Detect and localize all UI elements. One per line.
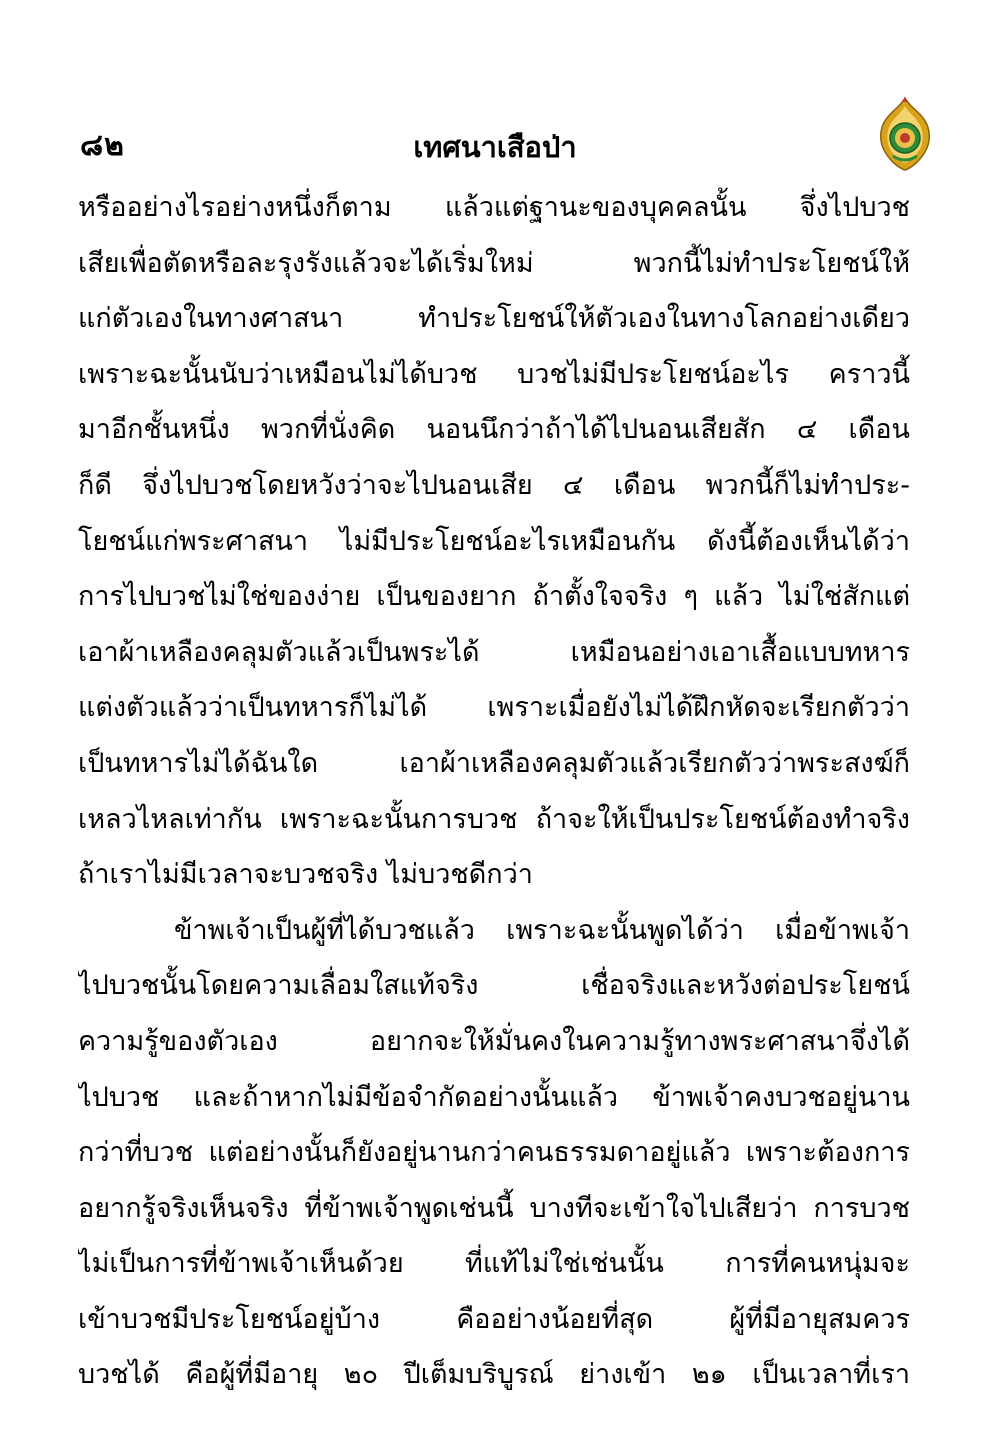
text-line: ก็ดี จึ่งไปบวชโดยหวังว่าจะไปนอนเสีย ๔ เดือน พวกนี้ก็ไม่ทำประ- [78, 469, 910, 501]
text-line: เสียเพื่อตัดหรือละรุงรังแล้วจะได้เริ่มใหม่ พวกนี้ไม่ทำประโยชน์ให้ [78, 247, 910, 279]
text-line: หรืออย่างไรอย่างหนึ่งก็ตาม แล้วแต่ฐานะของบุคคลนั้น จึ่งไปบวช [78, 192, 910, 223]
text-line: ไปบวชนั้นโดยความเลื่อมใสแท้จริง เชื่อจริงและหวังต่อประโยชน์ [78, 970, 910, 1002]
text-line: อยากรู้จริงเห็นจริง ที่ข้าพเจ้าพูดเช่นนี้ บางทีจะเข้าใจไปเสียว่า การบวช [78, 1192, 910, 1224]
running-title: เทศนาเสือป่า [413, 130, 577, 164]
page-number: ๘๒ [80, 128, 125, 163]
text-line: บวชได้ คือผู้ที่มีอายุ ๒๐ ปีเต็มบริบูรณ์ ย่างเข้า ๒๑ เป็นเวลาที่เรา [78, 1359, 910, 1391]
text-line: ถ้าเราไม่มีเวลาจะบวชจริง ไม่บวชดีกว่า [78, 859, 533, 891]
text-line: เข้าบวชมีประโยชน์อยู่บ้าง คืออย่างน้อยที่สุด ผู้ที่มีอายุสมควร [78, 1303, 910, 1335]
garuda-emblem-icon [875, 96, 935, 172]
text-line: การไปบวชไม่ใช่ของง่าย เป็นของยาก ถ้าตั้งใจจริง ๆ แล้ว ไม่ใช่สักแต่ [78, 581, 910, 613]
paragraph-first-line: ข้าพเจ้าเป็นผู้ที่ได้บวชแล้ว เพราะฉะนั้นพูดได้ว่า เมื่อข้าพเจ้า [174, 914, 910, 946]
text-line: เพราะฉะนั้นนับว่าเหมือนไม่ได้บวช บวชไม่มีประโยชน์อะไร คราวนี้ [78, 358, 910, 390]
text-line: ไม่เป็นการที่ข้าพเจ้าเห็นด้วย ที่แท้ไม่ใช่เช่นนั้น การที่คนหนุ่มจะ [78, 1248, 910, 1280]
body-text [78, 180, 910, 1403]
text-line: เหลวไหลเท่ากัน เพราะฉะนั้นการบวช ถ้าจะให้เป็นประโยชน์ต้องทำจริง [78, 803, 910, 835]
text-line: ความรู้ของตัวเอง อยากจะให้มั่นคงในความรู้ทางพระศาสนาจึ่งได้ [78, 1025, 910, 1057]
text-line: แต่งตัวแล้วว่าเป็นทหารก็ไม่ได้ เพราะเมื่อยังไม่ได้ฝึกหัดจะเรียกตัวว่า [78, 692, 910, 724]
text-line: เป็นทหารไม่ได้ฉันใด เอาผ้าเหลืองคลุมตัวแล้วเรียกตัวว่าพระสงฆ์ก็ [78, 747, 910, 779]
text-line: แก่ตัวเองในทางศาสนา ทำประโยชน์ให้ตัวเองในทางโลกอย่างเดียว [78, 303, 910, 335]
text-line: เอาผ้าเหลืองคลุมตัวแล้วเป็นพระได้ เหมือนอย่างเอาเสื้อแบบทหาร [78, 636, 910, 668]
text-line: กว่าที่บวช แต่อย่างนั้นก็ยังอยู่นานกว่าคนธรรมดาอยู่แล้ว เพราะต้องการ [78, 1137, 910, 1169]
text-line: ไปบวช และถ้าหากไม่มีข้อจำกัดอย่างนั้นแล้ว ข้าพเจ้าคงบวชอยู่นาน [78, 1081, 910, 1113]
text-line: โยชน์แก่พระศาสนา ไม่มีประโยชน์อะไรเหมือนกัน ดังนี้ต้องเห็นได้ว่า [78, 525, 910, 557]
text-line: มาอีกชั้นหนึ่ง พวกที่นั่งคิด นอนนึกว่าถ้าได้ไปนอนเสียสัก ๔ เดือน [78, 414, 910, 446]
